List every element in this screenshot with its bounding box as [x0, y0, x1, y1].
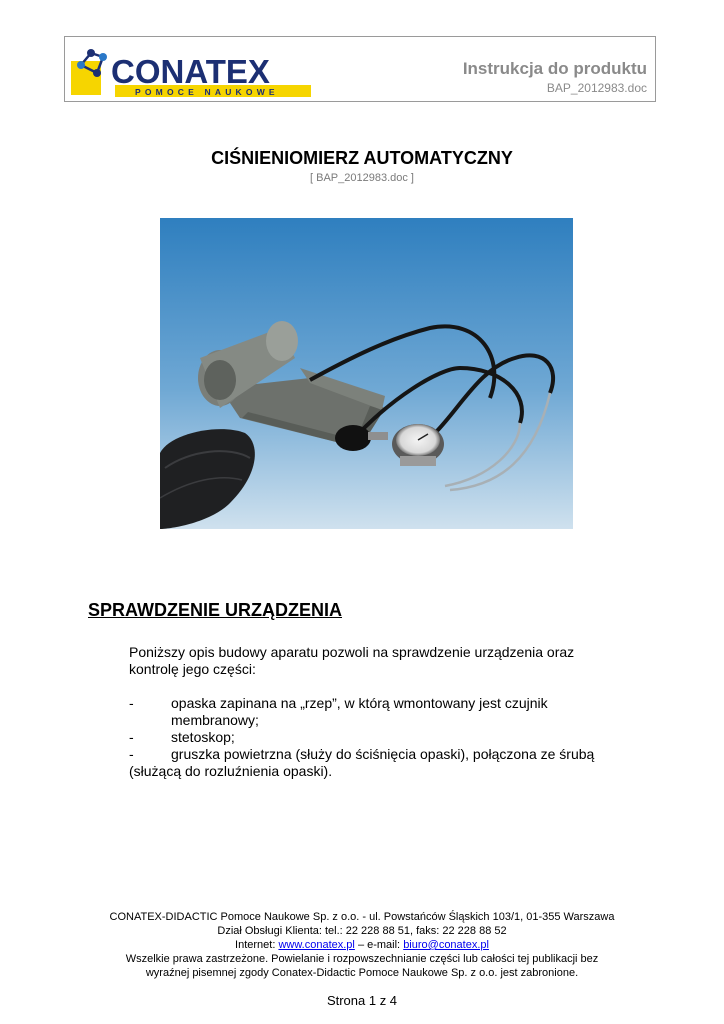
footer-rights: Wszelkie prawa zastrzeżone. Powielanie i rozpowszechnianie części lub całości tej publikacji bez	[125, 953, 599, 965]
list-dash: -	[129, 695, 134, 711]
list-dash: -	[129, 729, 134, 745]
list-item-text: gruszka powietrzna (służy do ściśnięcia opaski), połączona ze śrubą	[171, 746, 595, 762]
page-header	[64, 36, 656, 102]
header-file: BAP_2012983.doc	[546, 81, 647, 95]
list-item-tail: (służącą do rozluźnienia opaski).	[129, 763, 333, 779]
inflation-bulb	[335, 425, 371, 451]
section-body	[129, 644, 609, 780]
list-item	[129, 729, 609, 746]
list-item	[129, 695, 609, 729]
footer-contact: Dział Obsługi Klienta: tel.: 22 228 88 51, faks: 22 228 88 52	[217, 925, 507, 937]
footer-internet	[0, 938, 724, 952]
logo-subtext: POMOCE NAUKOWE	[135, 87, 279, 97]
section-intro: Poniższy opis budowy aparatu pozwoli na sprawdzenie urządzenia oraz kontrolę jego części:	[129, 644, 575, 677]
page-footer	[0, 910, 724, 980]
page-number: Strona 1 z 4	[326, 993, 398, 1008]
product-photo	[160, 218, 573, 529]
list-dash: -	[129, 746, 134, 762]
conatex-logo	[71, 47, 311, 97]
logo-text: CONATEX	[111, 53, 270, 90]
email-label: – e-mail:	[357, 939, 401, 951]
document-ref: [ BAP_2012983.doc ]	[310, 172, 414, 184]
email-link[interactable]: biuro@conatex.pl	[403, 939, 489, 951]
header-info	[463, 59, 647, 95]
list-item-text: stetoskop;	[171, 729, 235, 745]
list-item	[129, 746, 609, 780]
document-title: CIŚNIENIOMIERZ AUTOMATYCZNY	[211, 148, 513, 168]
list-item-text: opaska zapinana na „rzep”, w którą wmontowany jest czujnik membranowy;	[171, 695, 548, 728]
release-valve	[368, 432, 388, 440]
footer-address: CONATEX-DIDACTIC Pomoce Naukowe Sp. z o.o. - ul. Powstańców Śląskich 103/1, 01-355 Warszawa	[109, 911, 615, 923]
internet-label: Internet:	[235, 939, 276, 951]
footer-rights-cont: wyraźnej pisemnej zgody Conatex-Didactic Pomoce Naukowe Sp. z o.o. jest zabronione.	[145, 967, 579, 979]
website-link[interactable]: www.conatex.pl	[278, 939, 355, 951]
header-title: Instrukcja do produktu	[462, 59, 647, 78]
section-title: SPRAWDZENIE URZĄDZENIA	[88, 600, 343, 620]
